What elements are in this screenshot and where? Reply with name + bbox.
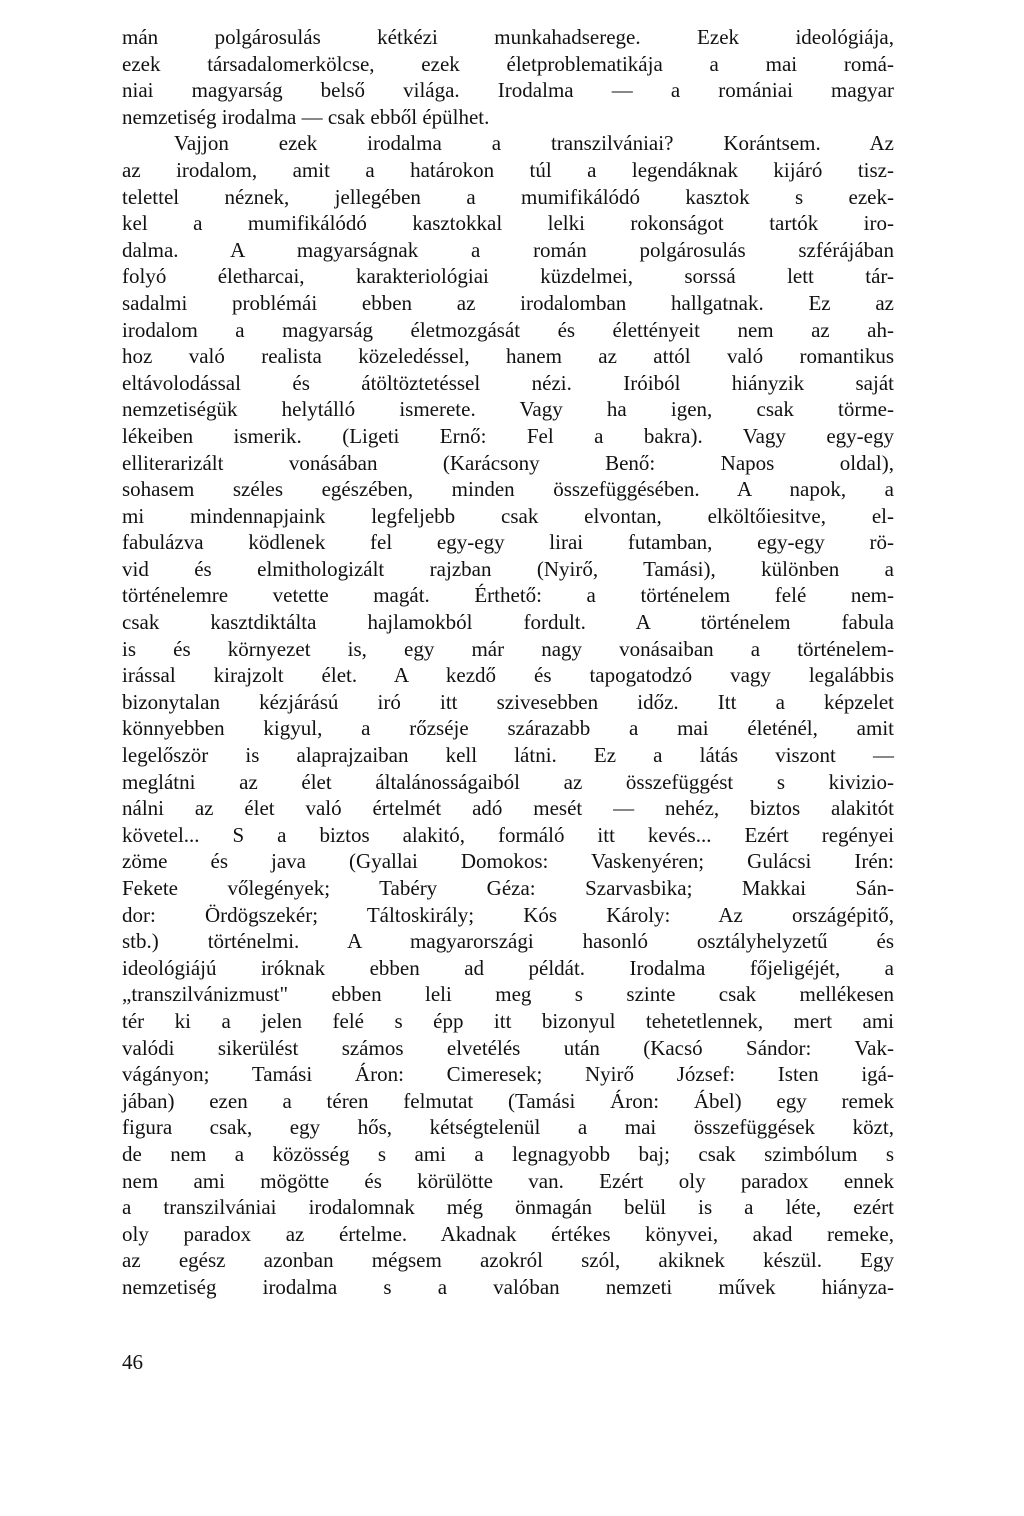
- text-line: ezek társadalomerkölcse, ezek életproblematikája a mai romá-: [122, 51, 894, 76]
- text-line: lékeiben ismerik. (Ligeti Ernő: Fel a bakra). Vagy egy-egy: [122, 423, 894, 448]
- text-line: legelőször is alaprajzaiban kell látni. Ez a látás viszont —: [122, 743, 894, 768]
- text-line: stb.) történelmi. A magyarországi hasonló osztályhelyzetű és: [122, 929, 894, 954]
- text-line: sadalmi problémái ebben az irodalomban hallgatnak. Ez az: [122, 290, 894, 315]
- text-line: hoz való realista közeledéssel, hanem az attól való romantikus: [122, 344, 894, 369]
- page-number: 46: [122, 1350, 143, 1374]
- text-line: csak kasztdiktálta hajlamokból fordult. A történelem fabula: [122, 610, 894, 635]
- text-line: is és környezet is, egy már nagy vonásaiban a történelem-: [122, 636, 894, 661]
- text-line: sohasem széles egészében, minden összefüggésében. A napok, a: [122, 477, 894, 502]
- text-line: valódi sikerülést számos elvetélés után (Kacsó Sándor: Vak-: [122, 1035, 894, 1060]
- text-line: elliterarizált vonásában (Karácsony Benő: Napos oldal),: [122, 450, 894, 475]
- text-line: dalma. A magyarságnak a román polgárosulás szférájában: [122, 237, 894, 262]
- text-line: figura csak, egy hős, kétségtelenül a mai összefüggések közt,: [122, 1115, 894, 1140]
- text-line: nemzetiségük helytálló ismerete. Vagy ha igen, csak törme-: [122, 397, 894, 422]
- text-line: zöme és java (Gyallai Domokos: Vaskenyéren; Gulácsi Irén:: [122, 849, 894, 874]
- text-line: nem ami mögötte és körülötte van. Ezért oly paradox ennek: [122, 1168, 894, 1193]
- text-line: irodalom a magyarság életmozgását és élettényeit nem az ah-: [122, 317, 894, 342]
- text-line: kel a mumifikálódó kasztokkal lelki rokonságot tartók iro-: [122, 211, 894, 236]
- text-line: Vajjon ezek irodalma a transzilvániai? Korántsem. Az: [174, 131, 894, 156]
- text-line: dor: Ördögszekér; Táltoskirály; Kós Károly: Az országépitő,: [122, 902, 894, 927]
- text-line: nálni az élet való értelmét adó mesét — nehéz, biztos alakitót: [122, 796, 894, 821]
- text-line: de nem a közösség s ami a legnagyobb baj; csak szimbólum s: [122, 1141, 894, 1166]
- text-line: bizonytalan kézjárású iró itt szivesebben időz. Itt a képzelet: [122, 689, 894, 714]
- text-line: ideológiájú iróknak ebben ad példát. Irodalma főjeligéjét, a: [122, 955, 894, 980]
- text-line: oly paradox az értelme. Akadnak értékes könyvei, akad remeke,: [122, 1221, 894, 1246]
- text-line: eltávolodással és átöltöztetéssel nézi. Iróiból hiányzik saját: [122, 370, 894, 395]
- text-line: mán polgárosulás kétkézi munkahadserege. Ezek ideológiája,: [122, 25, 894, 49]
- text-line: niai magyarság belső világa. Irodalma — a romániai magyar: [122, 78, 894, 103]
- text-line: mi mindennapjaink legfeljebb csak elvontan, elköltőiesitve, el-: [122, 503, 894, 528]
- text-line: „transzilvánizmust" ebben leli meg s szinte csak mellékesen: [122, 982, 894, 1007]
- text-line: Fekete vőlegények; Tabéry Géza: Szarvasbika; Makkai Sán-: [122, 876, 894, 900]
- text-line: jában) ezen a téren felmutat (Tamási Áron: Ábel) egy remek: [122, 1088, 894, 1113]
- text-line: telettel néznek, jellegében a mumifikálódó kasztok s ezek-: [122, 184, 894, 209]
- text-line: követel... S a biztos alakitó, formáló itt kevés... Ezért regényei: [122, 822, 894, 847]
- text-line: az irodalom, amit a határokon túl a legendáknak kijáró tisz-: [122, 157, 894, 182]
- text-line: történelemre vetette magát. Érthető: a történelem felé nem-: [122, 583, 894, 608]
- text-line: könnyebben kigyul, a rőzséje szárazabb a mai életénél, amit: [122, 716, 894, 741]
- text-line: irással kirajzolt élet. A kezdő és tapogatodzó vagy legalábbis: [122, 663, 894, 688]
- text-line: az egész azonban mégsem azokról szól, akiknek készül. Egy: [122, 1248, 894, 1273]
- text-line: vid és elmithologizált rajzban (Nyirő, Tamási), különben a: [122, 556, 894, 581]
- text-line: nemzetiség irodalma s a valóban nemzeti művek hiányza-: [122, 1274, 894, 1299]
- text-line: a transzilvániai irodalomnak még önmagán belül is a léte, ezért: [122, 1195, 894, 1220]
- text-line: folyó életharcai, karakteriológiai küzdelmei, sorssá lett tár-: [122, 264, 894, 289]
- body-text: [122, 24, 894, 1301]
- text-line: vágányon; Tamási Áron: Cimeresek; Nyirő József: Isten igá-: [122, 1062, 894, 1087]
- text-line: meglátni az élet általánosságaiból az összefüggést s kivizio-: [122, 769, 894, 794]
- text-line: tér ki a jelen felé s épp itt bizonyul tehetetlennek, mert ami: [122, 1008, 894, 1033]
- text-line: nemzetiség irodalma — csak ebből épülhet.: [122, 104, 490, 129]
- text-line: fabulázva ködlenek fel egy-egy lirai futamban, egy-egy rö-: [122, 530, 894, 555]
